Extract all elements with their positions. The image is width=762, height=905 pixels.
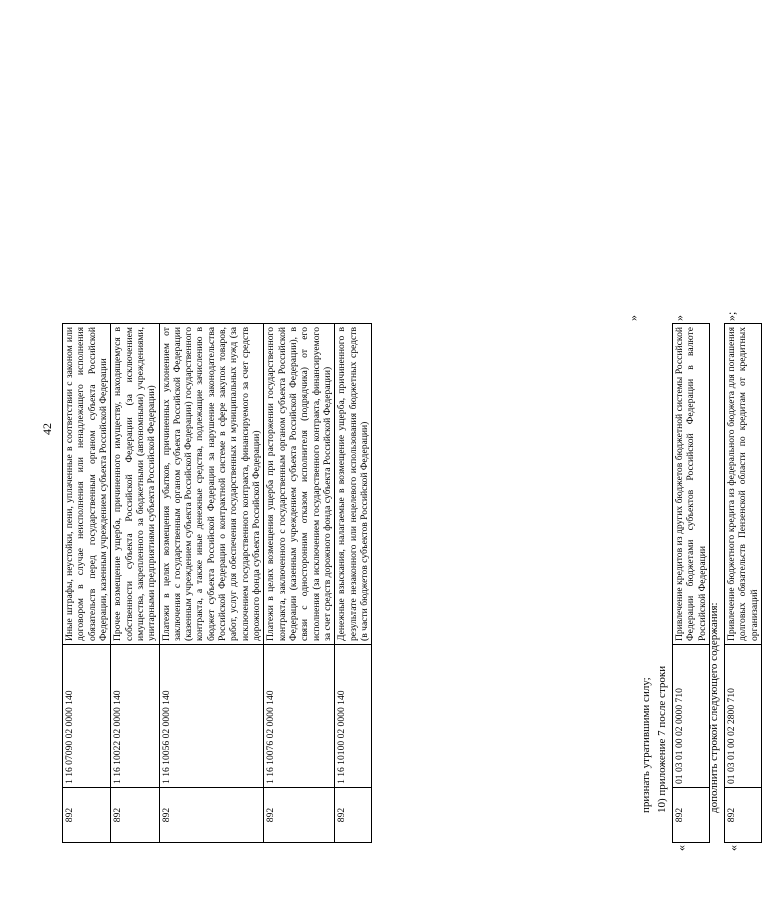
admin-code-cell: 892 [725,788,762,843]
new-row-table [724,323,762,843]
budget-code-cell: 1 16 10076 02 0000 140 [264,645,335,788]
page-number: 42 [40,423,54,435]
description-cell: Привлечение бюджетного кредита из федерального бюджета для погашения долговых обязательств Пензенской области по кредитам от кредитных организаций [725,324,762,645]
admin-code-cell: 892 [63,788,111,843]
budget-code-cell: 01 03 01 00 02 0000 710 [673,645,710,788]
description-cell: Прочее возмещение ущерба, причиненного имуществу, находящемуся в собственности субъекта Российской Федерации (за исключением имущества, закрепленного за бюджетными (автономными) учреждениями, унитарными предприятиями субъекта Российской Федерации) [111,324,159,645]
opening-quote: « [726,845,740,851]
budget-code-cell: 01 03 01 00 02 2800 710 [725,645,762,788]
admin-code-cell: 892 [111,788,159,843]
budget-code-cell: 1 16 10022 02 0000 140 [111,645,159,788]
closing-quote: »; [724,311,738,321]
table-row [159,324,264,843]
paragraph-add-row: дополнить строкой следующего содержания: [708,602,720,813]
description-cell: Привлечение кредитов из других бюджетов бюджетной системы Российской Федерации бюджетами субъектов Российской Федерации в валюте Российской Федерации [673,324,710,645]
admin-code-cell: 892 [673,788,710,843]
table-row [335,324,372,843]
table-row [63,324,111,843]
opening-quote: « [674,845,688,851]
admin-code-cell: 892 [335,788,372,843]
paragraph-invalid: признать утратившими силу; [640,677,652,813]
budget-code-cell: 1 16 10056 02 0000 140 [159,645,264,788]
budget-code-table [62,323,372,843]
closing-quote: » [672,315,686,321]
table-row [673,324,710,843]
admin-code-cell: 892 [159,788,264,843]
table-row [264,324,335,843]
table-row [725,324,762,843]
closing-quote: » [626,315,640,321]
description-cell: Платежи в целях возмещения убытков, причиненных уклонением от заключения с государственным органом субъекта Российской Федерации (казенным учреждением субъекта Российской Федерации) государственного контракта, а также иные денежные средства, подлежащие зачислению в бюджет субъекта Российской Федерации за нарушение законодательства Российской Федерации о контрактной системе в сфере закупок товаров, работ, услуг для обеспечения государственных и муниципальных нужд (за исключением государственного контракта, финансируемого за счет средств дорожного фонда субъекта Российской Федерации) [159,324,264,645]
budget-code-cell: 1 16 07090 02 0000 140 [63,645,111,788]
paragraph-item-10: 10) приложение 7 после строки [656,665,668,813]
budget-code-cell: 1 16 10100 02 0000 140 [335,645,372,788]
description-cell: Иные штрафы, неустойки, пени, уплаченные в соответствии с законом или договором в случае неисполнения или ненадлежащего исполнения обязательств перед государственным органом субъекта Российской Федерации, казенным учреждением субъекта Российской Федерации [63,324,111,645]
appendix-7-row-table [672,323,710,843]
description-cell: Денежные взыскания, налагаемые в возмещение ущерба, причиненного в результате незаконного или нецелевого использования бюджетных средств (в части бюджетов субъектов Российской Федерации) [335,324,372,645]
table-row [111,324,159,843]
description-cell: Платежи в целях возмещения ущерба при расторжении государственного контракта, заключенного с государственным органом субъекта Российской Федерации (казенным учреждением субъекта Российской Федерации), в связи с односторонним отказом исполнителя (подрядчика) от его исполнения (за исключением государственного контракта, финансируемого за счет средств дорожного фонда субъекта Российской Федерации) [264,324,335,645]
admin-code-cell: 892 [264,788,335,843]
